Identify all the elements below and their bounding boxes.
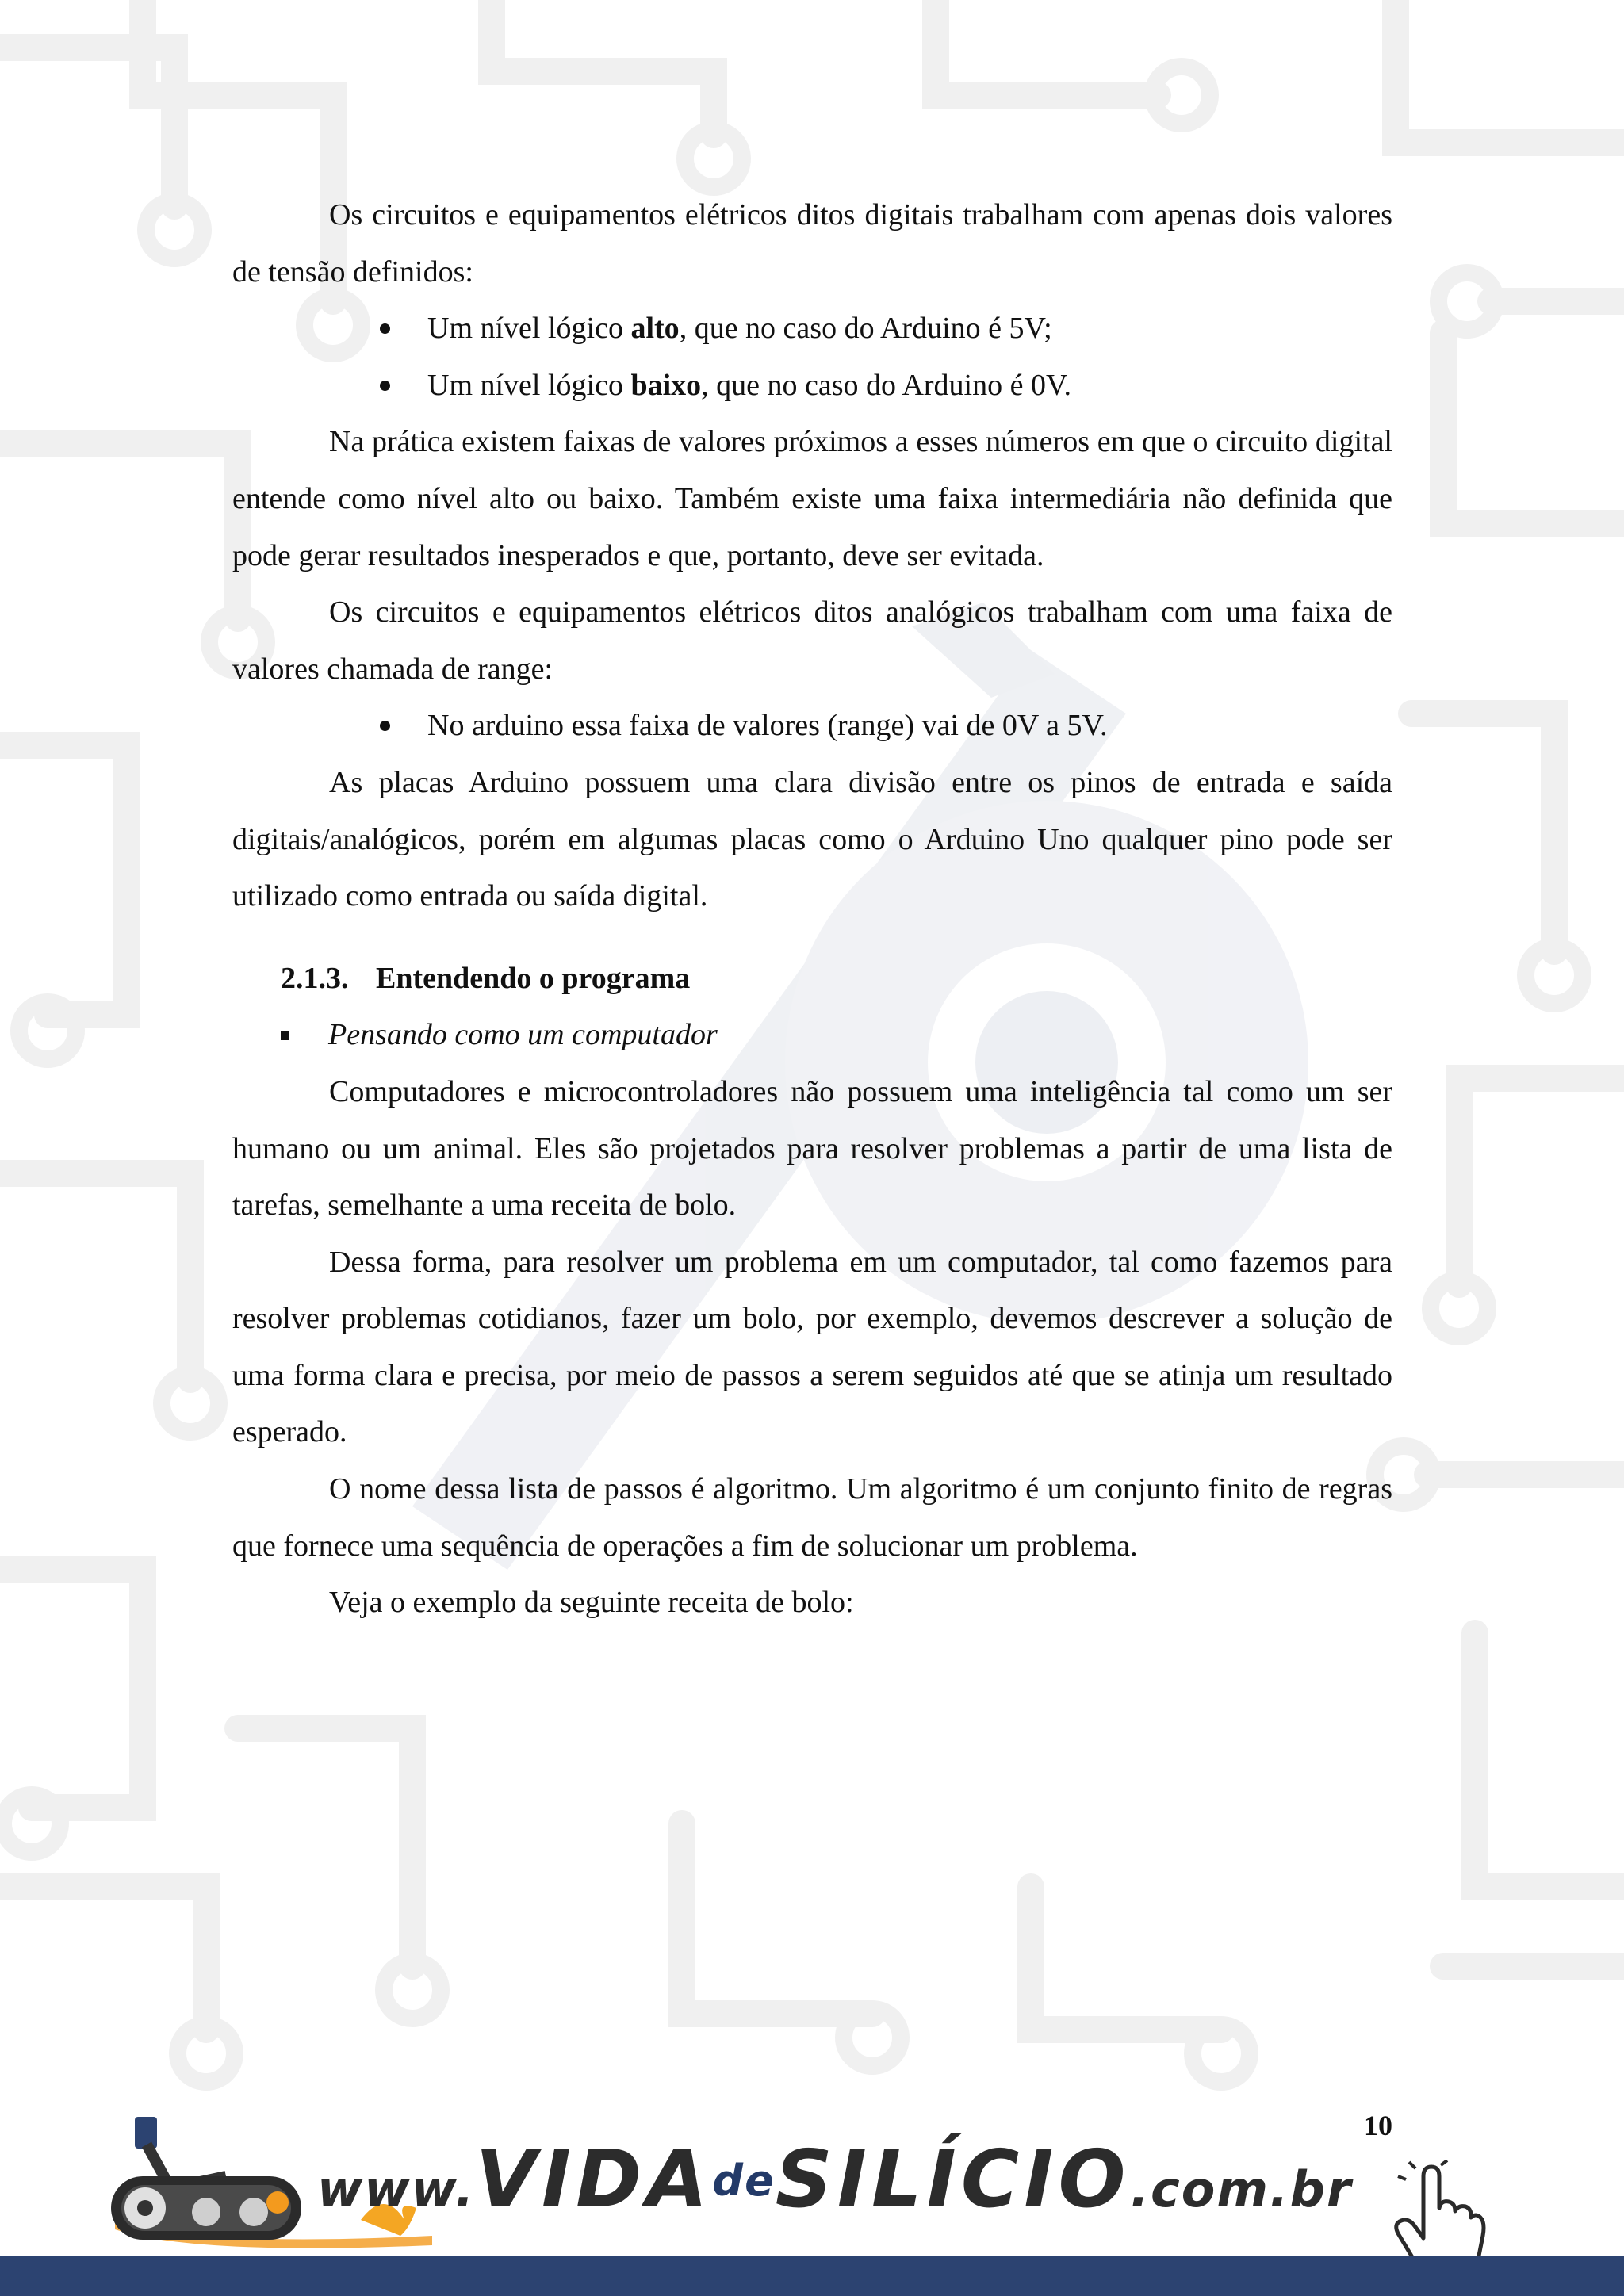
section-heading (281, 951, 1392, 1008)
bullet-list (232, 698, 1392, 755)
paragraph: Os circuitos e equipamentos elétricos ditos digitais trabalham com apenas dois valores de tensão definidos: (232, 198, 1392, 289)
footer-bar (0, 2256, 1624, 2296)
subsection-title: Pensando como um computador (328, 1018, 718, 1052)
list-item: Um nível lógico alto, que no caso do Arduino é 5V; (427, 300, 1392, 358)
square-bullet-icon (281, 1031, 289, 1040)
paragraph: O nome dessa lista de passos é algoritmo. Um algoritmo é um conjunto finito de regras que fornece uma sequência de operações a fim de solucionar um problema. (232, 1472, 1392, 1563)
paragraph: Veja o exemplo da seguinte receita de bolo: (329, 1586, 854, 1620)
paragraph: Dessa forma, para resolver um problema em um computador, tal como fazemos para resolver problemas cotidianos, fazer um bolo, por exemplo, devemos descrever a solução de uma forma clara e precisa, por meio de passos a serem seguidos até que se atinja um resultado esperado. (232, 1245, 1392, 1449)
bullet-list (232, 300, 1392, 414)
paragraph: Na prática existem faixas de valores próximos a esses números em que o circuito digital entende como nível alto ou baixo. Também existe uma faixa intermediária não definida que pode gerar resultados inesperados e que, portanto, deve ser evitada. (232, 425, 1392, 572)
paragraph: Os circuitos e equipamentos elétricos ditos analógicos trabalham com uma faixa de valores chamada de range: (232, 595, 1392, 686)
section-number: 2.1.3. (281, 961, 349, 995)
footer-website[interactable]: www.VIDAdeSILÍCIO.com.br (317, 2133, 1353, 2225)
section-title: Entendendo o programa (376, 961, 691, 995)
list-item: No arduino essa faixa de valores (range) vai de 0V a 5V. (427, 698, 1392, 755)
page-content (232, 187, 1392, 1632)
page-number: 10 (1364, 2110, 1392, 2141)
bullet-icon (380, 381, 390, 391)
paragraph: As placas Arduino possuem uma clara divisão entre os pinos de entrada e saída digitais/analógicos, porém em algumas placas como o Arduino Uno qualquer pino pode ser utilizado como entrada ou saída digital. (232, 765, 1392, 913)
subsection-heading (281, 1007, 1392, 1064)
bullet-icon (380, 323, 390, 334)
bullet-icon (380, 721, 390, 731)
paragraph: Computadores e microcontroladores não possuem uma inteligência tal como um ser humano ou um animal. Eles são projetados para resolver problemas a partir de uma lista de tarefas, semelhante a uma receita de bolo. (232, 1074, 1392, 1223)
list-item: Um nível lógico baixo, que no caso do Arduino é 0V. (427, 358, 1392, 415)
